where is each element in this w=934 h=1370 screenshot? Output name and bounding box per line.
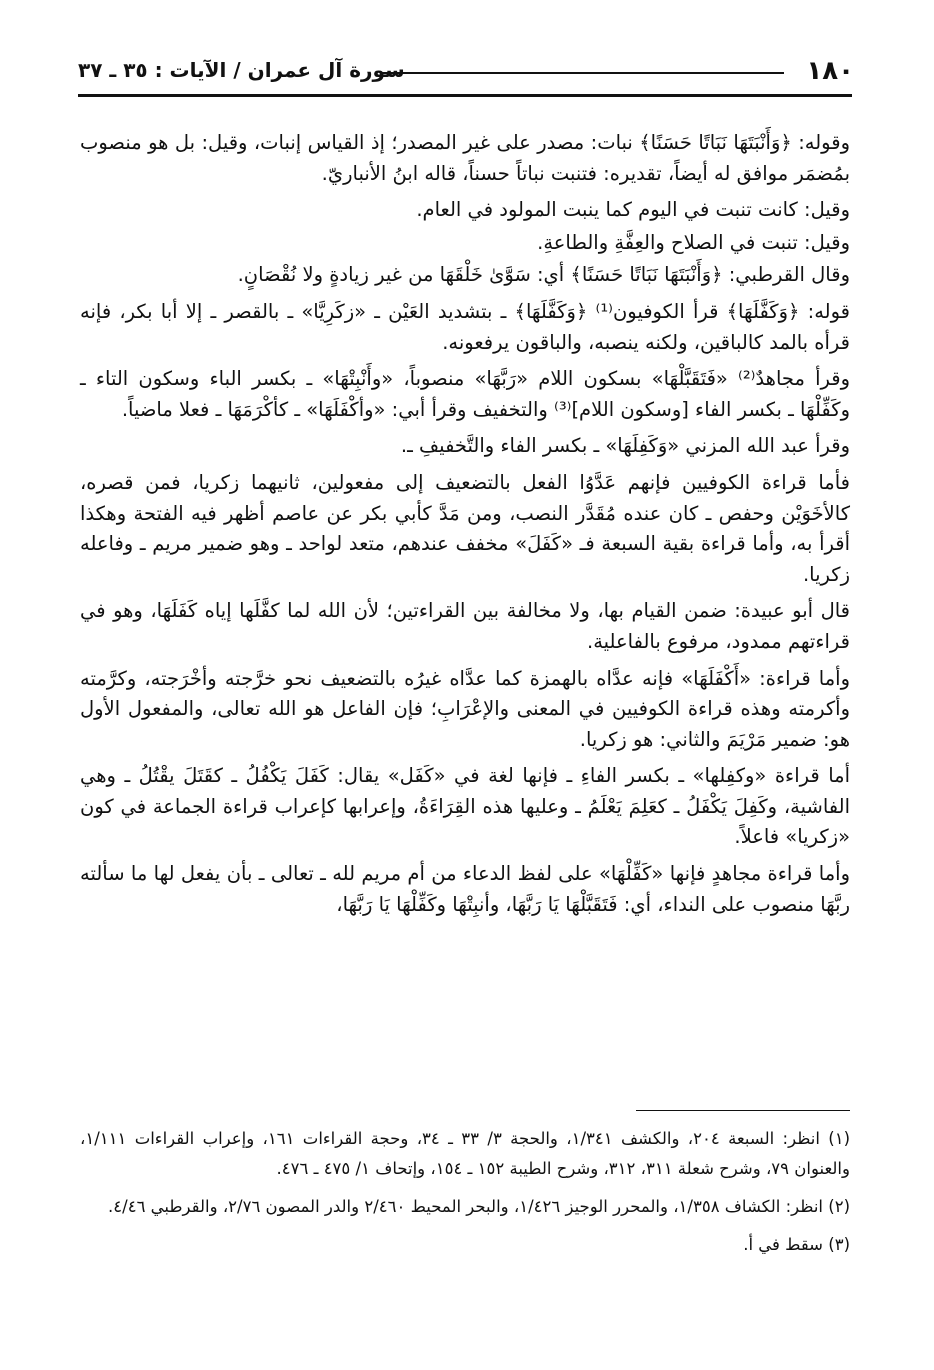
paragraph: وقيل: تنبت في الصلاح والعِفَّةِ والطاعةِ.	[537, 230, 850, 254]
paragraph: وقوله: ﴿وَأَنْبَتَهَا نَبَاتًا حَسَنًا﴾ نبات: مصدر على غير المصدر؛ إذ القياس إنبات، وقيل: بل هو منصوب بمُضمَر موافق له أيضاً، تقديره: فتنبت نباتاً حسناً، قاله ابنُ الأنباريّ.	[80, 131, 850, 185]
footnotes	[80, 1124, 850, 1268]
paragraph: فأما قراءة الكوفيين فإنهم عَدَّوُا الفعل بالتضعيف إلى مفعولين، ثانيهما زكريا، فمن قصره، كالأخَوَيْن وحفص ـ كان عنده مُقَدَّر النصب، ومن مَدَّ كأبي بكر عن عاصم أظهر فيه الفتحة وهكذا أقرأ به، وأما قراءة بقية السبعة فـ «كَفَلَ» مخفف عندهم، متعد لواحد ـ وهو ضمير مريم ـ وفاعله زكريا.	[80, 470, 850, 586]
paragraph: وقال القرطبي: ﴿وَأَنْبَتَهَا نَبَاتًا حَسَنًا﴾ أي: سَوَّىٰ خَلْقَهَا من غير زيادةٍ ولا نُقْصَانٍ.	[237, 263, 850, 287]
footnote-separator	[636, 1110, 850, 1111]
footnote: (٢) انظر: الكشاف ١/٣٥٨، والمحرر الوجيز ١/٤٢٦، والبحر المحيط ٢/٤٦٠ والدر المصون ٢/٧٦، والقرطبي ٤/٤٦.	[108, 1197, 850, 1216]
paragraph: وأما قراءة مجاهدٍ فإنها «كَفِّلْهَا» على لفظ الدعاء من أم مريم لله ـ تعالى ـ بأن يفعل لها ما سألته ربَّهَا منصوب على النداء، أي: فَتَقَبَّلْهَا يَا رَبَّهَا، وأنبِتْهَا وكَفِّلْهَا يَا رَبَّهَا،	[80, 862, 850, 916]
paragraph: وقرأ عبد الله المزني «وَكَفِلَهَا» ـ بكسر الفاء والتَّخفيفِ ـ.	[400, 434, 850, 458]
running-header	[78, 56, 854, 90]
main-text	[80, 128, 850, 926]
footnote: (٣) سقط في أ.	[743, 1235, 850, 1254]
paragraph: قوله: ﴿وَكَفَّلَهَا﴾ قرأ الكوفيون⁽¹⁾ ﴿وَكَفَّلَهَا﴾ ـ بتشديد العَيْن ـ «زكَرِيَّا» ـ بالقصر ـ إلا أبا بكر، فإنه قرأه بالمد كالباقين، ولكنه ينصبه، والباقون يرفعونه.	[80, 299, 850, 354]
paragraph: أما قراءة «وكفِلها» ـ بكسر الفاءِ ـ فإنها لغة في «كَفَل» يقال: كَفَلَ يَكْفُلُ ـ كقَتَلَ يقْتُلُ ـ وهي الفاشية، وكَفِلَ يَكْفَلُ ـ كعَلِمَ يَعْلَمُ ـ وعليها هذه القِرَاءَةُ، وإعرابها كإعراب قراءة الجماعة في كون «زكريا» فاعلاً.	[80, 764, 850, 849]
footnote: (١) انظر: السبعة ٢٠٤، والكشف ١/٣٤١، والحجة ٣/ ٣٣ ـ ٣٤، وحجة القراءات ١٦١، وإعراب القراءات ١/١١١، والعنوان ٧٩، وشرح شعلة ٣١١، ٣١٢، وشرح الطيبة ١٥٢ ـ ١٥٤، وإتحاف ١/ ٤٧٥ ـ ٤٧٦.	[80, 1129, 851, 1178]
page-number: ١٨٠	[806, 56, 854, 86]
paragraph: وقرأ مجاهدٌ⁽²⁾ «فَتَقَبَّلْهَا» بسكون اللام «رَبَّهَا» منصوباً، «وأَنْبِتْهَا» ـ بكسر الباء وسكون التاء ـ وكَفِّلْهَا ـ بكسر الفاء [وسكون اللام]⁽³⁾ والتخفيف وقرأ أبي: «وأكْفَلَهَا» ـ كأكْرَمَهَا ـ فعلا ماضياً.	[80, 367, 850, 421]
header-rule	[78, 94, 852, 97]
header-dash-line	[380, 72, 784, 74]
paragraph: وقيل: كانت تنبت في اليوم كما ينبت المولود في العام.	[416, 198, 850, 222]
paragraph: وأما قراءة: «أَكْفَلَهَا» فإنه عدَّاه بالهمزة كما عدَّاه غيرُه بالتضعيف نحو خرَّجته وأخْرَجته، وكرَّمته وأكرمته وهذه قراءة الكوفيين في المعنى والإعْرَابِ؛ فإن الفاعل هو الله تعالى، والمفعول الأول هو: ضمير مَرْيَمَ والثاني: هو زكريا.	[80, 666, 850, 751]
running-title: سورة آل عمران / الآيات : ٣٥ ـ ٣٧	[78, 58, 405, 82]
paragraph: قال أبو عبيدة: ضمن القيام بها، ولا مخالفة بين القراءتين؛ لأن الله لما كفَّلَها إياه كَفَلَهَا، وهو في قراءتهم ممدود، مرفوع بالفاعلية.	[80, 599, 850, 653]
